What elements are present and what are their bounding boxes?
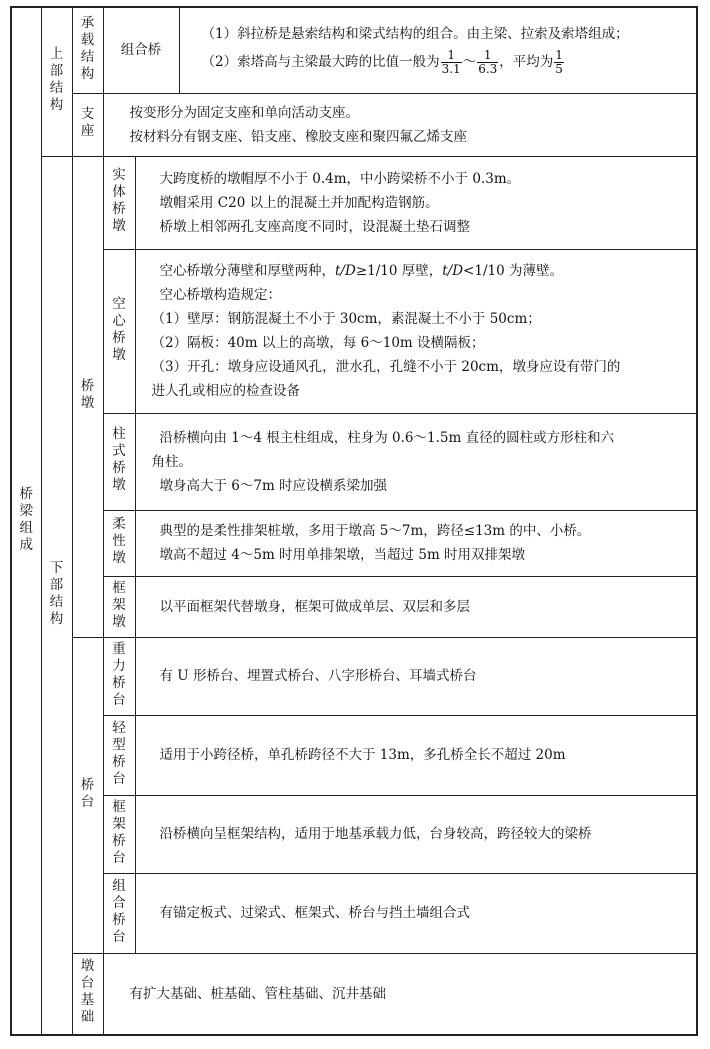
hollow-pier-label: 空心桥墩 — [103, 249, 135, 413]
ratio-fraction-2: $\frac{1}{6.3}$ — [478, 48, 498, 77]
frame-abutment-content: 沿桥横向呈框架结构，适用于地基承载力低，台身较高，跨径较大的梁桥 — [135, 795, 697, 873]
flexible-pier-label: 柔性墩 — [103, 510, 135, 576]
column-pier-content: 沿桥横向由 1～4 根主柱组成，柱身为 0.6～1.5m 直径的圆柱或方形柱和六 角柱。 墩身高大于 6～7m 时应设横系梁加强 — [135, 413, 697, 510]
ratio-fraction-3: $\frac{1}{5}$ — [555, 48, 563, 77]
ratio-fraction-1: $\frac{1}{3.1}$ — [441, 48, 461, 77]
composite-abutment-label: 组合桥台 — [103, 873, 135, 953]
bridge-composition-table — [10, 6, 698, 1036]
frame-pier-content: 以平面框架代替墩身，框架可做成单层、双层和多层 — [135, 576, 697, 637]
light-abutment-label: 轻型桥台 — [103, 715, 135, 795]
column-pier-label: 柱式桥墩 — [103, 413, 135, 510]
composite-bridge-label: 组合桥 — [103, 7, 179, 93]
cable-stayed-line1: （1）斜拉桥是悬索结构和梁式结构的组合。由主梁、拉索及索塔组成； — [201, 26, 629, 43]
pier-label: 桥墩 — [72, 156, 103, 637]
foundation-label: 墩台基础 — [72, 953, 103, 1035]
frame-pier-label: 框架墩 — [103, 576, 135, 637]
support-label: 支座 — [72, 93, 103, 156]
bearing-structure-label: 承载结构 — [72, 7, 103, 93]
solid-pier-content: 大跨度桥的墩帽厚不小于 0.4m，中小跨梁桥不小于 0.3m。 墩帽采用 C20 以上的混凝土并加配构造钢筋。 桥墩上相邻两孔支座高度不同时，设混凝土垫石调整 — [135, 156, 697, 249]
hollow-pier-content: 空心桥墩分薄壁和厚壁两种，t/D≥1/10 厚壁，t/D<1/10 为薄壁。 空心桥墩构造规定： （1）壁厚：钢筋混凝土不小于 30cm，素混凝土不小于 50cm； （2）隔板：40m 以上的高墩，每 6～10m 设横隔板； （3）开孔：墩身应设通风孔，泄水孔，孔缝不小于 20cm，墩身应设有带门的 进人孔或相应的检查设备 — [135, 249, 697, 413]
solid-pier-label: 实体桥墩 — [103, 156, 135, 249]
foundation-content: 有扩大基础、桩基础、管柱基础、沉井基础 — [103, 953, 697, 1035]
composite-abutment-content: 有锚定板式、过梁式、框架式、桥台与挡土墙组合式 — [135, 873, 697, 953]
gravity-abutment-content: 有 U 形桥台、埋置式桥台、八字形桥台、耳墙式桥台 — [135, 637, 697, 715]
abutment-label: 桥台 — [72, 637, 103, 953]
composite-bridge-content — [179, 7, 697, 93]
upper-structure-label: 上部结构 — [41, 7, 72, 156]
cable-stayed-line2: （2）索塔高与主梁最大跨的比值一般为 $\frac{1}{3.1}$ ～ $\frac{1}{6.3}$ ，平均为 $\frac{1}{5}$ — [201, 48, 563, 77]
lower-structure-label: 下部结构 — [41, 156, 72, 1035]
light-abutment-content: 适用于小跨径桥，单孔桥跨径不大于 13m，多孔桥全长不超过 20m — [135, 715, 697, 795]
frame-abutment-label: 框架桥台 — [103, 795, 135, 873]
support-content: 按变形分为固定支座和单向活动支座。 按材料分有钢支座、铅支座、橡胶支座和聚四氟乙烯支座 — [103, 93, 697, 156]
level1-label: 桥梁组成 — [11, 7, 41, 1035]
flexible-pier-content: 典型的是柔性排架桩墩，多用于墩高 5～7m，跨径≤13m 的中、小桥。 墩高不超过 4～5m 时用单排架墩，当超过 5m 时用双排架墩 — [135, 510, 697, 576]
gravity-abutment-label: 重力桥台 — [103, 637, 135, 715]
